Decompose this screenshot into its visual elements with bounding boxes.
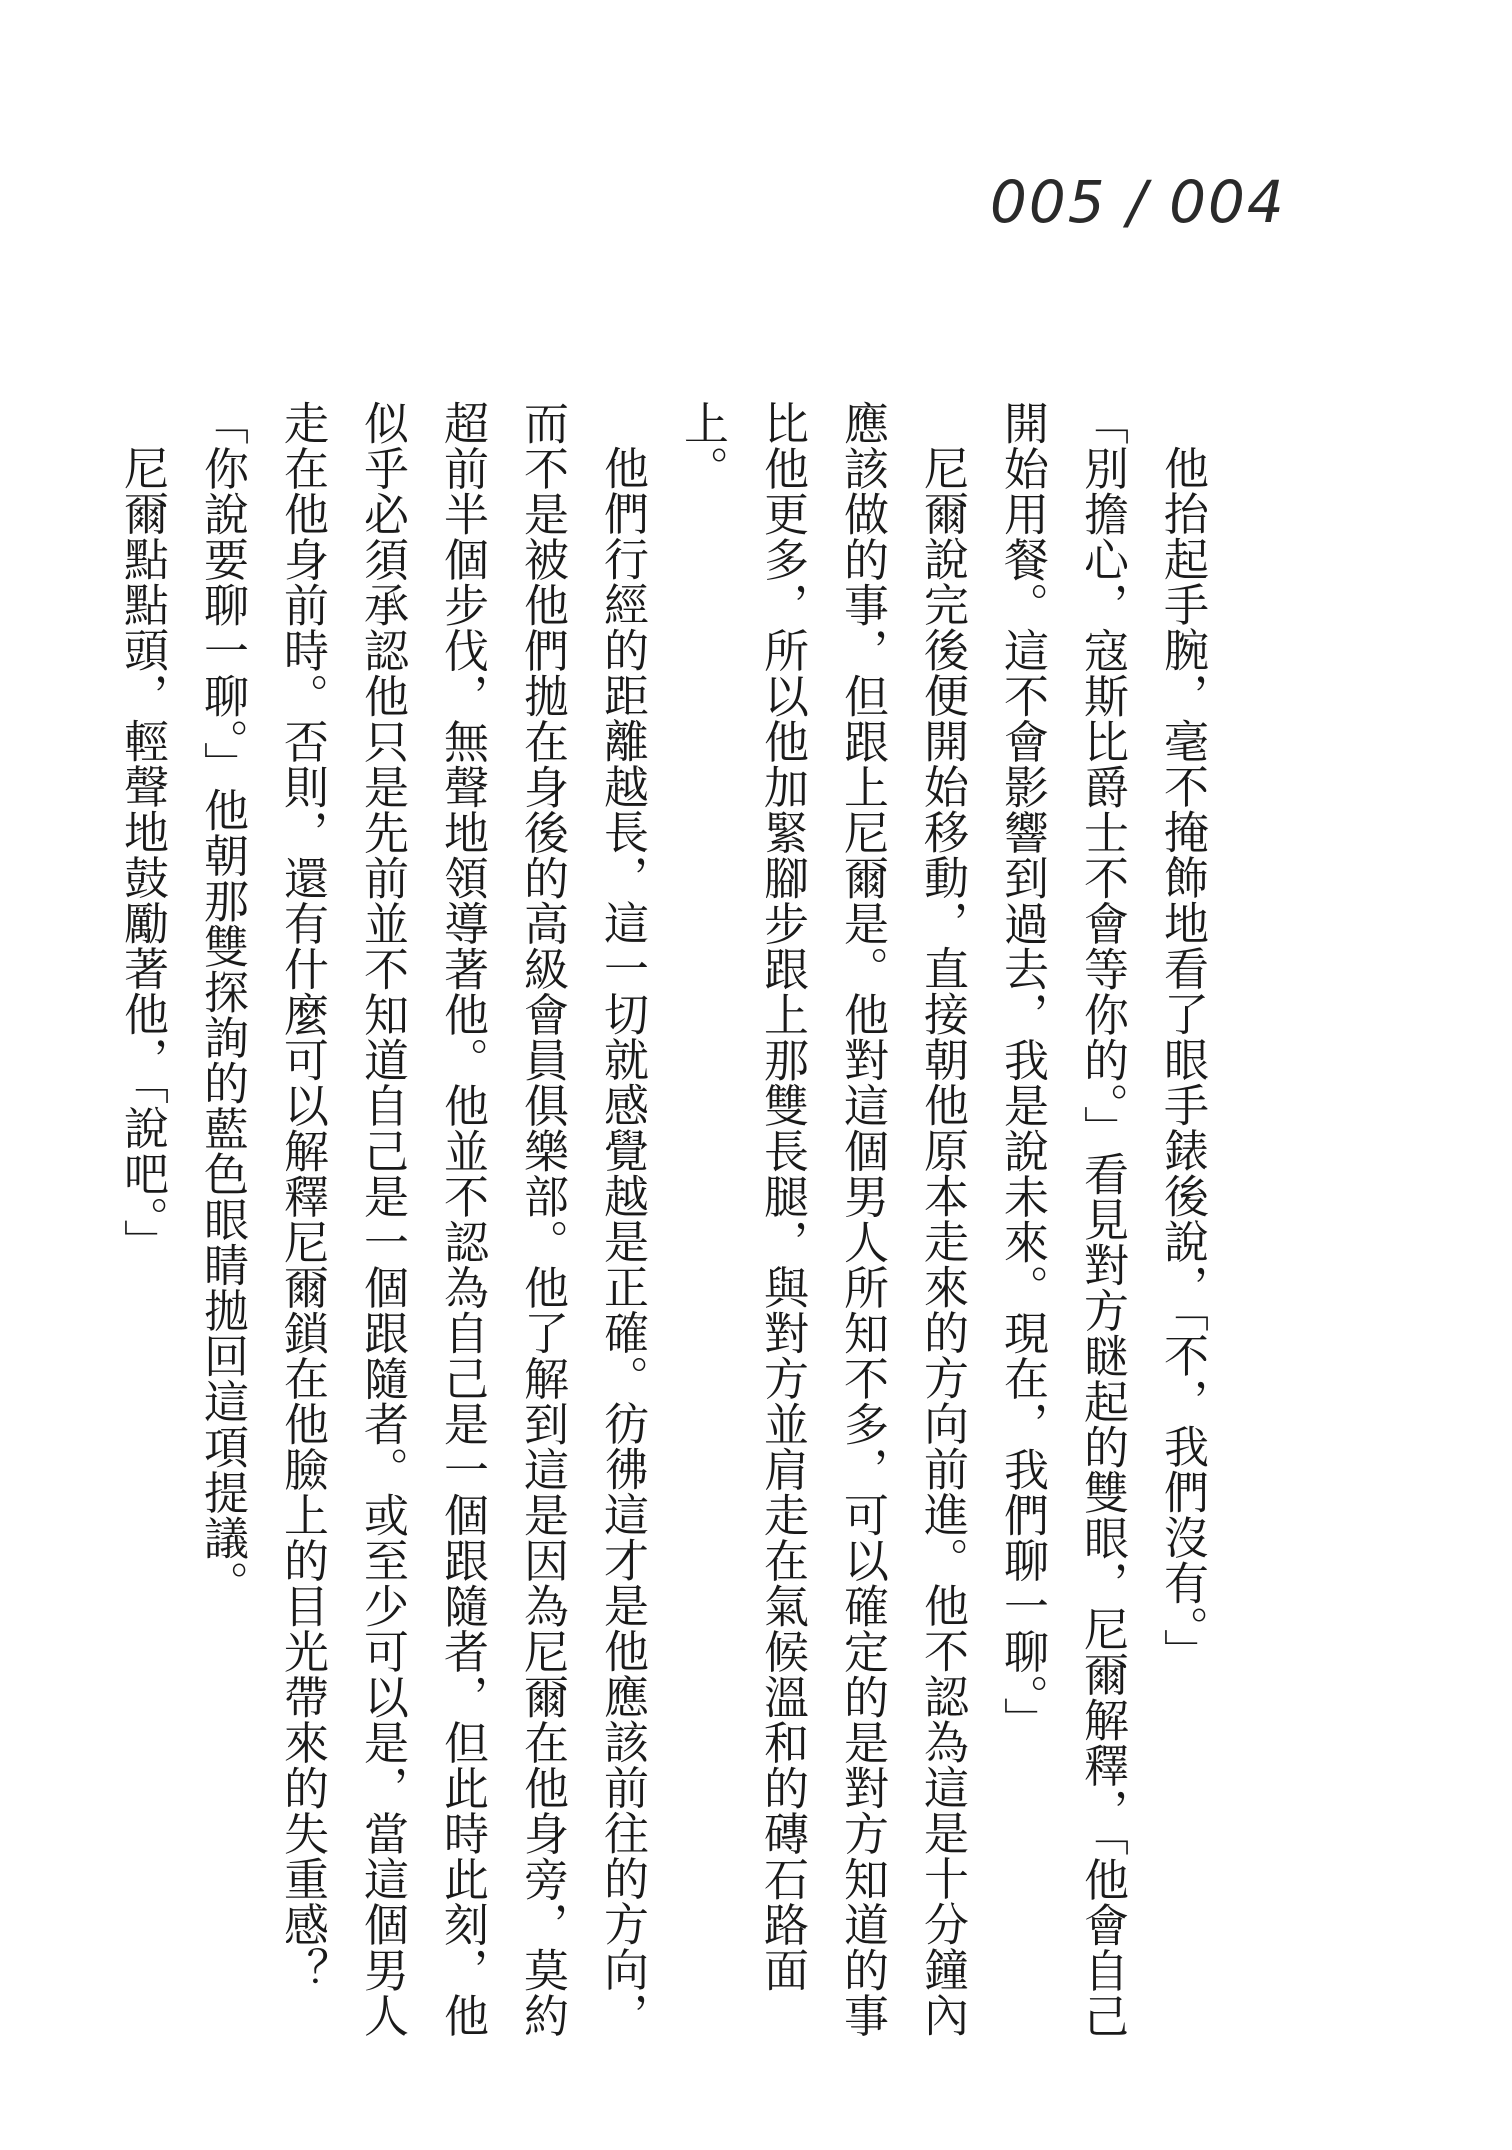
- paragraph-1: 他抬起手腕，毫不掩飾地看了眼手錶後說，「不，我們沒有。」: [1156, 445, 1209, 1674]
- paragraph-6: 尼爾點點頭，輕聲地鼓勵著他，「說吧。」: [116, 445, 169, 1265]
- paragraph-2: 「別擔心，寇斯比爵士不會等你的。」看見對方瞇起的雙眼，尼爾解釋，「他會自己開始用餐。這不會影響到過去，我是說未來。現在，我們聊一聊。」: [996, 400, 1129, 2039]
- paragraph-3: 尼爾說完後便開始移動，直接朝他原本走來的方向前進。他不認為這是十分鐘內應該做的事，但跟上尼爾是。他對這個男人所知不多，可以確定的是對方知道的事比他更多，所以他加緊腳步跟上那雙長腿，與對方並肩走在氣候溫和的磚石路面上。: [676, 400, 969, 2038]
- paragraph-5: 「你說要聊一聊。」他朝那雙探詢的藍色眼睛拋回這項提議。: [196, 400, 249, 1606]
- paragraph-4: 他們行經的距離越長，這一切就感覺越是正確。彷彿這才是他應該前往的方向，而不是被他們拋在身後的高級會員俱樂部。他了解到這是因為尼爾在他身旁，莫約超前半個步伐，無聲地領導著他。他並不認為自己是一個跟隨者，但此時此刻，他似乎必須承認他只是先前並不知道自己是一個跟隨者。或至少可以是，當這個男人走在他身前時。否則，還有什麼可以解釋尼爾鎖在他臉上的目光帶來的失重感？: [276, 400, 649, 2038]
- body-text: [102, 400, 1222, 2050]
- page-number: 005 / 004: [990, 168, 1286, 236]
